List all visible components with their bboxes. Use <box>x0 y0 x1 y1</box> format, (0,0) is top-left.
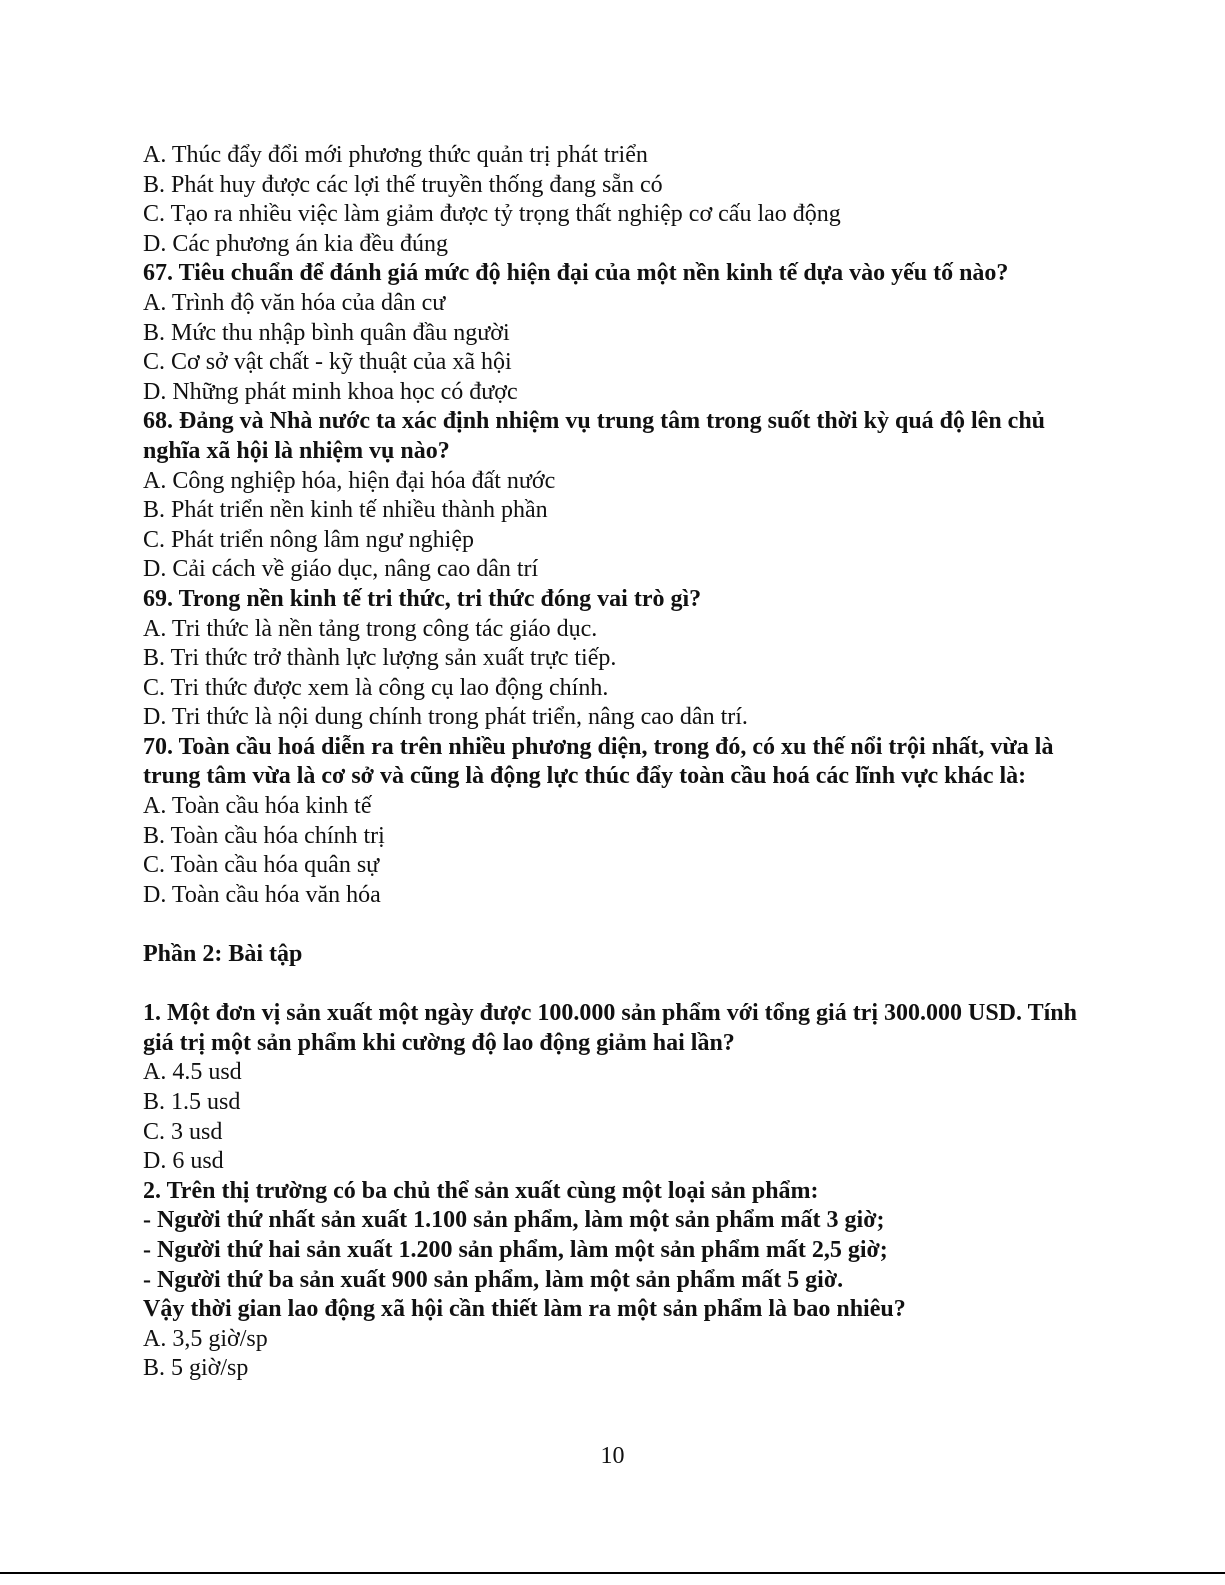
exercise-2-block <box>143 1177 1083 1384</box>
question-text: 67. Tiêu chuẩn để đánh giá mức độ hiện đại của một nền kinh tế dựa vào yếu tố nào? <box>143 260 1009 287</box>
producer-item-3: - Người thứ ba sản xuất 900 sản phẩm, làm một sản phẩm mất 5 giờ. <box>143 1266 844 1293</box>
question-68-block <box>143 407 1083 585</box>
option-a: A. Công nghiệp hóa, hiện đại hóa đất nước <box>143 467 556 494</box>
option-c: C. Phát triển nông lâm ngư nghiệp <box>143 526 474 553</box>
option-b: B. 5 giờ/sp <box>143 1355 249 1382</box>
option-a: A. Toàn cầu hóa kinh tế <box>143 793 372 820</box>
option-d: D. 6 usd <box>143 1148 224 1175</box>
option-a: A. Trình độ văn hóa của dân cư <box>143 289 446 316</box>
option-c: C. Tạo ra nhiều việc làm giảm được tỷ trọng thất nghiệp cơ cấu lao động <box>143 201 841 228</box>
option-d: D. Những phát minh khoa học có được <box>143 378 518 405</box>
option-b: B. 1.5 usd <box>143 1089 241 1115</box>
option-a: A. Tri thức là nền tảng trong công tác giáo dục. <box>143 615 598 642</box>
option-d: D. Toàn cầu hóa văn hóa <box>143 881 381 908</box>
option-c: C. Tri thức được xem là công cụ lao động chính. <box>143 674 609 701</box>
page-number: 10 <box>600 1443 625 1469</box>
option-d: D. Các phương án kia đều đúng <box>143 230 448 257</box>
option-a: A. 4.5 usd <box>143 1059 242 1086</box>
option-b: B. Toàn cầu hóa chính trị <box>143 822 385 849</box>
exercise-1-block <box>143 999 1083 1177</box>
option-d: D. Cải cách về giáo dục, nâng cao dân trí <box>143 556 539 583</box>
option-a: A. 3,5 giờ/sp <box>143 1325 268 1352</box>
producer-item-2: - Người thứ hai sản xuất 1.200 sản phẩm, làm một sản phẩm mất 2,5 giờ; <box>143 1236 888 1263</box>
question-text: 68. Đảng và Nhà nước ta xác định nhiệm vụ trung tâm trong suốt thời kỳ quá độ lên chủ nghĩa xã hội là nhiệm vụ nào? <box>143 408 1046 464</box>
exercise-intro: 2. Trên thị trường có ba chủ thể sản xuất cùng một loại sản phẩm: <box>143 1177 819 1204</box>
question-70-block <box>143 733 1083 911</box>
option-c: C. Cơ sở vật chất - kỹ thuật của xã hội <box>143 349 512 376</box>
option-b: B. Phát huy được các lợi thế truyền thống đang sẵn có <box>143 171 663 198</box>
spacer <box>143 910 1083 940</box>
option-c: C. 3 usd <box>143 1118 223 1145</box>
question-text: 69. Trong nền kinh tế tri thức, tri thức đóng vai trò gì? <box>143 585 702 612</box>
question-66-block <box>143 141 1083 259</box>
option-a: A. Thúc đẩy đổi mới phương thức quản trị phát triển <box>143 142 648 168</box>
producer-item-1: - Người thứ nhất sản xuất 1.100 sản phẩm, làm một sản phẩm mất 3 giờ; <box>143 1207 885 1234</box>
question-67-block <box>143 259 1083 407</box>
question-text: Vậy thời gian lao động xã hội cần thiết làm ra một sản phẩm là bao nhiêu? <box>143 1296 906 1323</box>
document-page <box>143 141 1083 1384</box>
option-d: D. Tri thức là nội dung chính trong phát triển, nâng cao dân trí. <box>143 704 748 731</box>
question-text: 70. Toàn cầu hoá diễn ra trên nhiều phương diện, trong đó, có xu thế nổi trội nhất, vừa là trung tâm vừa là cơ sở và cũng là động lực thúc đẩy toàn cầu hoá các lĩnh vực khác là: <box>143 733 1054 790</box>
option-b: B. Tri thức trở thành lực lượng sản xuất trực tiếp. <box>143 645 617 672</box>
option-b: B. Mức thu nhập bình quân đầu người <box>143 319 510 346</box>
spacer <box>143 970 1083 1000</box>
section-title: Phần 2: Bài tập <box>143 941 303 968</box>
question-text: 1. Một đơn vị sản xuất một ngày được 100.000 sản phẩm với tổng giá trị 300.000 USD. Tính giá trị một sản phẩm khi cường độ lao động giảm hai lần? <box>143 1000 1077 1056</box>
option-c: C. Toàn cầu hóa quân sự <box>143 852 380 879</box>
question-69-block <box>143 585 1083 733</box>
bottom-divider <box>0 1572 1225 1574</box>
option-b: B. Phát triển nền kinh tế nhiều thành phần <box>143 497 548 524</box>
